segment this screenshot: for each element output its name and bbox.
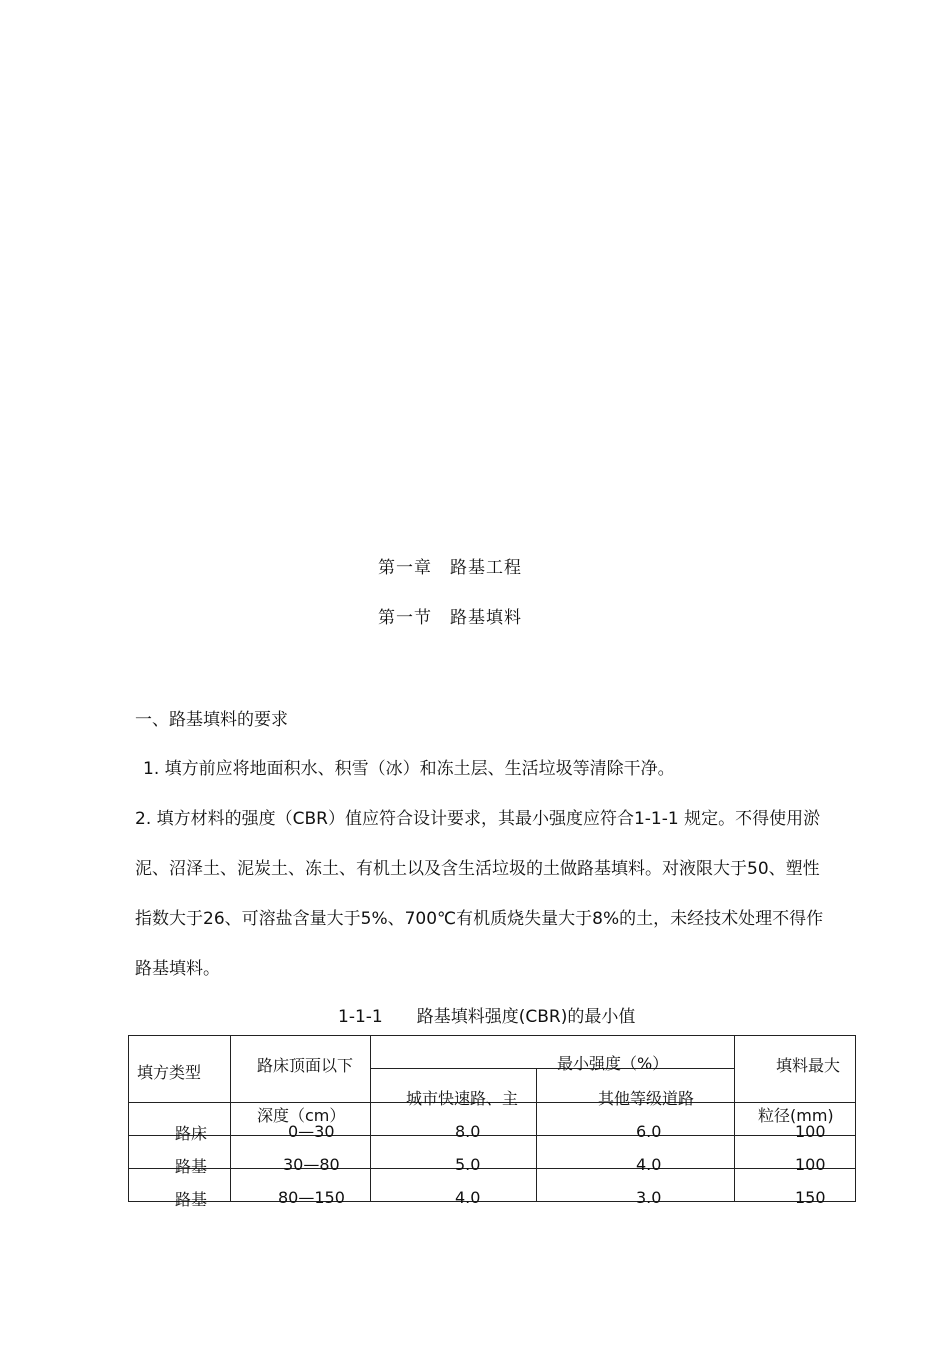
- table-row-3-type: 路基: [175, 1190, 208, 1209]
- table-row-1-type: 路床: [175, 1124, 208, 1143]
- section-title: 第一节 路基填料: [378, 608, 522, 628]
- item-2-line-2: 泥、沼泽土、泥炭土、冻土、有机土以及含生活垃圾的土做路基填料。对液限大于50、塑性: [135, 859, 820, 879]
- header-expressway: 城市快速路、主: [406, 1089, 519, 1108]
- table-row-2-v1: 5.0: [455, 1155, 481, 1174]
- table-row-1-depth: 0—30: [288, 1122, 335, 1141]
- chapter-title: 第一章 路基工程: [378, 558, 522, 578]
- header-other-roads: 其他等级道路: [598, 1089, 695, 1108]
- subsection-title: 一、路基填料的要求: [135, 710, 288, 730]
- table-row-1-size: 100: [795, 1122, 826, 1141]
- table-caption: 1-1-1 路基填料强度(CBR)的最小值: [338, 1007, 636, 1027]
- table-row-1-v2: 6.0: [636, 1122, 662, 1141]
- table-row-3-depth: 80—150: [278, 1188, 345, 1207]
- item-2-line-4: 路基填料。: [135, 959, 220, 979]
- table-row-3-v1: 4.0: [455, 1188, 481, 1207]
- table-row-2-size: 100: [795, 1155, 826, 1174]
- item-2-line-1: 2. 填方材料的强度（CBR）值应符合设计要求，其最小强度应符合1-1-1 规定。不得使用淤: [135, 809, 821, 829]
- header-min-strength: 最小强度（%）: [557, 1054, 669, 1073]
- header-max-size-line1: 填料最大: [776, 1056, 841, 1075]
- header-max-size-line2: 粒径(mm): [758, 1106, 834, 1125]
- table-row-3-size: 150: [795, 1188, 826, 1207]
- header-depth-line2: 深度（cm）: [257, 1106, 346, 1125]
- table-row-2-depth: 30—80: [283, 1155, 340, 1174]
- item-1: 1. 填方前应将地面积水、积雪（冰）和冻土层、生活垃圾等清除干净。: [143, 759, 675, 779]
- table-row-2-v2: 4.0: [636, 1155, 662, 1174]
- header-depth-line1: 路床顶面以下: [257, 1056, 354, 1075]
- item-2-line-3: 指数大于26、可溶盐含量大于5%、700℃有机质烧失量大于8%的土，未经技术处理不得作: [135, 909, 824, 929]
- table-row-3-v2: 3.0: [636, 1188, 662, 1207]
- table-row-1-v1: 8.0: [455, 1122, 481, 1141]
- table-row-2-type: 路基: [175, 1157, 208, 1176]
- header-fill-type: 填方类型: [137, 1063, 202, 1082]
